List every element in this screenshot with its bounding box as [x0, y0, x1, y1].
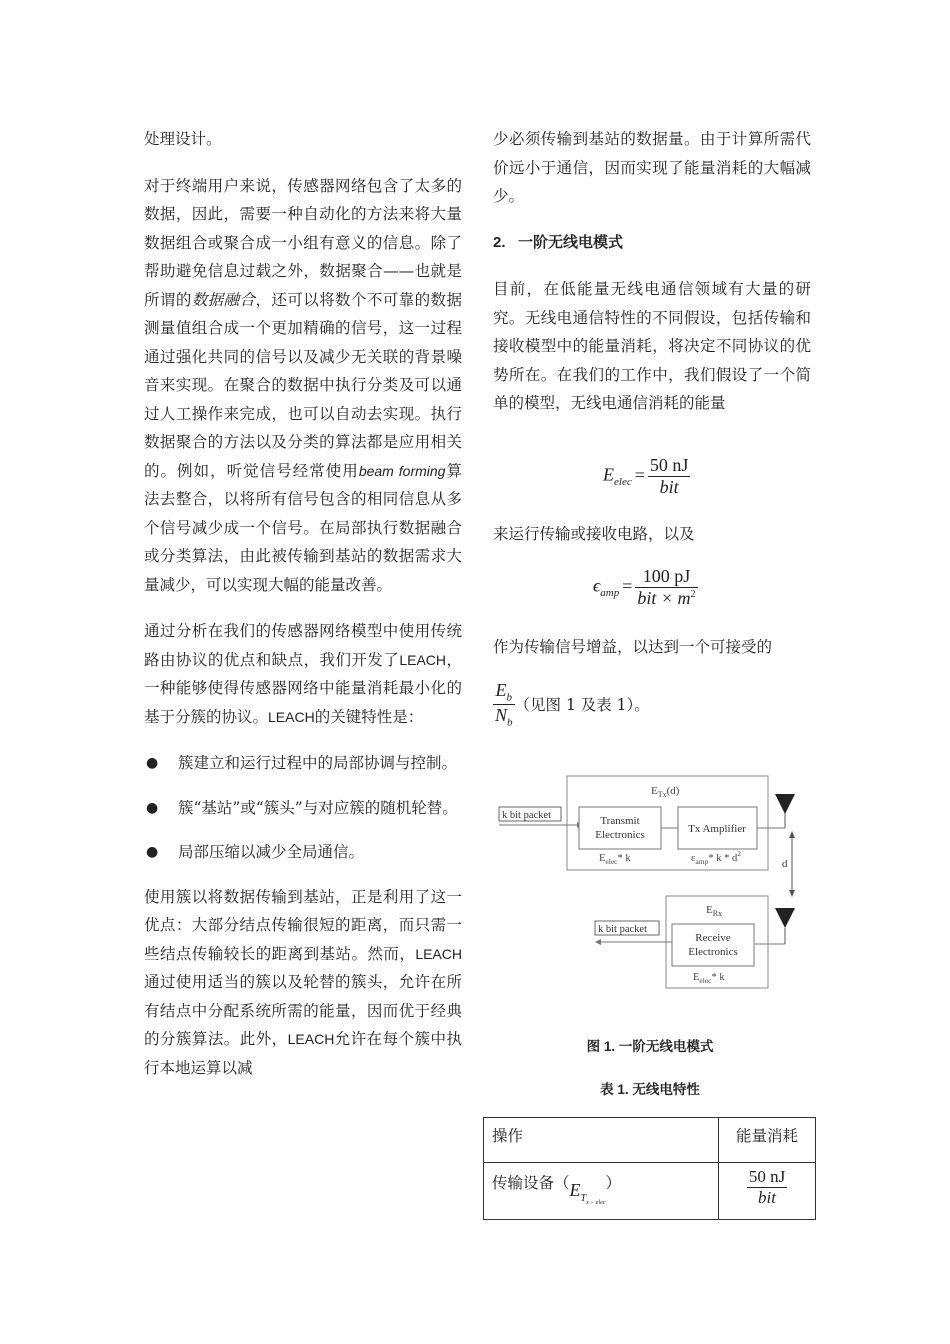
svg-text:Electronics: Electronics — [595, 829, 645, 841]
list-item: ● 簇建立和运行过程中的局部协调与控制。 — [146, 754, 458, 772]
e-elec-k-rx-label: $E_{elec}*$ k — [693, 972, 725, 985]
table-caption: 表 1. 无线电特性 — [600, 1082, 700, 1097]
transmit-antenna-icon — [775, 794, 795, 814]
section-heading: 2. 一阶无线电模式 — [493, 233, 624, 251]
k-bit-packet-output-label: k bit packet — [598, 924, 647, 935]
svg-text:Receive: Receive — [695, 932, 731, 944]
right-column — [493, 125, 811, 418]
receive-antenna-icon — [775, 908, 795, 928]
paragraph-radio-model: 目前，在低能量无线电通信领域有大量的研究。无线电通信特性的不同假设，包括传输和接收模型中的能量消耗，将决定不同协议的优势所在。在我们的工作中，我们假设了一个简单的模型，无线电通信消耗的能量 — [493, 280, 811, 412]
svg-text:Electronics: Electronics — [688, 946, 738, 958]
list-item: ● 局部压缩以减少全局通信。 — [146, 843, 365, 861]
paragraph-data-aggregation: 对于终端用户来说，传感器网络包含了太多的数据，因此，需要一种自动化的方法来将大量数据组合或聚合成一小组有意义的信息。除了帮助避免信息过载之外，数据聚合——也就是所谓的数据融合，还可以将数个不可靠的数据测量值组合成一个更加精确的信号，这一过程通过强化共同的信号以及减少无关联的背景噪音来实现。在聚合的数据中执行分类及可以通过人工操作来完成，也可以自动去实现。执行数据聚合的方法以及分类的算法都是应用相关的。例如，听觉信号经常使用beam forming算法去整合，以将所有信号包含的相同信息从多个信号减少成一个信号。在局部执行数据融合或分类算法，由此被传输到基站的数据需求大量减少，可以实现大幅的能量改善。 — [144, 176, 462, 594]
paragraph: 作为传输信号增益，以达到一个可接受的 — [493, 638, 773, 656]
feature-list — [144, 749, 462, 867]
emphasis-beam-forming: beam forming — [358, 462, 446, 479]
energy-cell: $\frac{50 nJ}{\text{bit}}$ — [719, 1163, 816, 1220]
header-cell: 能量消耗 — [719, 1118, 816, 1163]
emphasis-data-fusion: 数据融合 — [191, 290, 256, 309]
header-cell: 操作 — [484, 1118, 719, 1163]
operation-cell: 传输设备$(E_{T_{x - elec}})$ — [484, 1163, 719, 1220]
e-elec-k-label: $E_{elec}*$ k — [599, 853, 631, 866]
table-header-row — [484, 1118, 816, 1163]
etx-label: $E_{Tx}(d)$ — [651, 785, 680, 799]
table-row — [484, 1163, 816, 1220]
paragraph-clusters: 使用簇以将数据传输到基站，正是利用了这一优点：大部分结点传输很短的距离，而只需一些结点传输较长的距离到基站。然而，LEACH通过使用适当的簇以及轮替的簇头，允许在所有结点中分配系统所需的能量，因而优于经典的分簇算法。此外，LEACH允许在每个簇中执行本地运算以减 — [144, 887, 462, 1077]
receive-electronics-box — [672, 924, 754, 966]
equation-eb-nb: $\frac{E_b}{N_b}$ （见图 1 及表 1）。 — [495, 680, 650, 729]
radio-model-diagram — [493, 770, 813, 995]
equation-e-amp: $\epsilon_{amp}$ = $\frac{100 pJ}{bit \times m^2}$ — [593, 566, 696, 608]
radio-characteristics-table — [483, 1117, 816, 1220]
list-item: ● 簇“基站”或“簇头”与对应簇的随机轮替。 — [146, 798, 458, 817]
e-amp-label: $\varepsilon_{amp}*$ k * $d^2$ — [691, 849, 741, 866]
svg-text:Transmit: Transmit — [600, 815, 640, 827]
equation-e-elec: $E_{elec}$ = $\frac{50 nJ}{\text{bit}}$ — [603, 455, 689, 497]
erx-label: $E_{Rx}$ — [706, 904, 723, 918]
figure-caption: 图 1. 一阶无线电模式 — [586, 1039, 714, 1054]
paragraph: 处理设计。 — [144, 130, 222, 148]
left-column — [144, 125, 462, 1082]
paragraph: 来运行传输或接收电路，以及 — [493, 525, 695, 543]
transmit-electronics-box — [579, 807, 661, 849]
svg-text:Tx Amplifier: Tx Amplifier — [688, 823, 746, 835]
k-bit-packet-input-label: k bit packet — [502, 810, 551, 821]
distance-label: d — [782, 858, 788, 870]
paragraph-leach-intro: 通过分析在我们的传感器网络模型中使用传统路由协议的优点和缺点，我们开发了LEACH，一种能够使得传感器网络中能量消耗最小化的基于分簇的协议。LEACH的关键特性是： — [144, 622, 462, 726]
paragraph: 少必须传输到基站的数据量。由于计算所需代价远小于通信，因而实现了能量消耗的大幅减少。 — [493, 130, 811, 205]
